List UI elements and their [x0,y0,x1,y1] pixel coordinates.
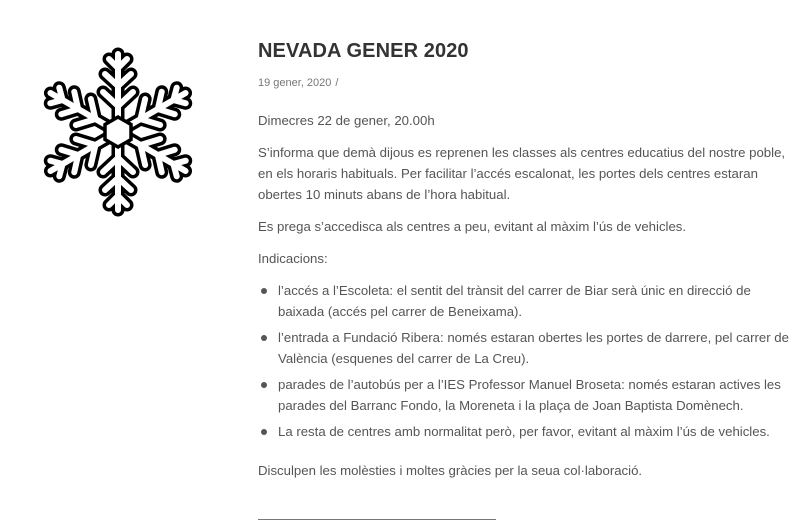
list-item [258,327,798,369]
list-item [258,374,798,416]
post-content [258,110,798,481]
snowflake-icon [28,42,208,222]
list-item-text: l’accés a l’Escoleta: el sentit del trànsit del carrer de Biar serà únic en direcció de baixada (accés pel carrer de Beneixama). [278,283,751,319]
bullet-icon [261,335,267,341]
post-paragraph: S’informa que demà dijous es reprenen les classes als centres educatius del nostre poble, en els horaris habituals. Per facilitar l’accés escalonat, les portes dels centres estaran obertes 10 minuts abans de l’hora habitual. [258,145,786,202]
bullet-icon [261,429,267,435]
list-item-text: La resta de centres amb normalitat però, per favor, evitant al màxim l’ús de vehicles. [278,424,770,439]
list-item [258,280,798,322]
indications-list [258,280,798,442]
bullet-icon [261,288,267,294]
post-title[interactable]: NEVADA GENER 2020 [258,40,469,62]
meta-separator: / [335,77,339,89]
bullet-icon [261,382,267,388]
content-divider [258,519,496,520]
post-paragraph: Dimecres 22 de gener, 20.00h [258,113,435,128]
closing-paragraph: Disculpen les molèsties i moltes gràcies per la seua col·laboració. [258,463,643,478]
list-item [258,421,798,442]
post-featured-image[interactable] [28,42,208,222]
post-date[interactable]: 19 gener, 2020 [258,77,332,89]
post-paragraph: Indicacions: [258,251,328,266]
post-meta [258,76,798,90]
list-item-text: parades de l’autobús per a l’IES Professor Manuel Broseta: només estaran actives les parades del Barranc Fondo, la Moreneta i la plaça de Joan Baptista Domènech. [278,377,781,413]
list-item-text: l’entrada a Fundació Ribera: només estaran obertes les portes de darrere, pel carrer de València (esquenes del carrer de La Creu). [278,330,789,366]
post-article [258,38,798,492]
post-paragraph: Es prega s’accedisca als centres a peu, evitant al màxim l’ús de vehicles. [258,219,687,234]
